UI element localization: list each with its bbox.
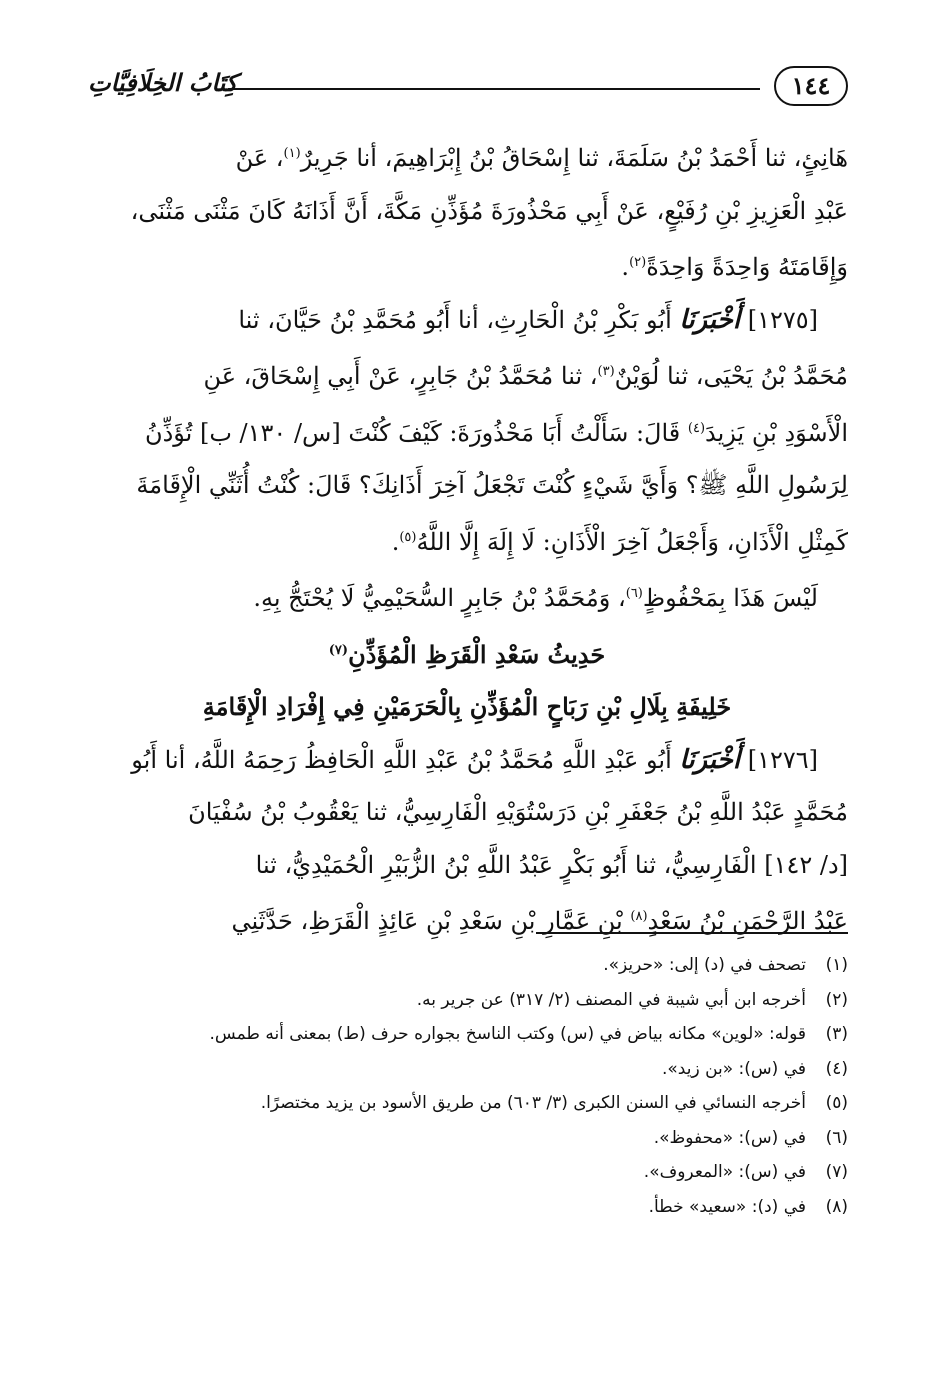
footnote-ref: (٨) <box>630 909 648 924</box>
footnote <box>86 983 848 1018</box>
hadith-number: [١٢٧٦] <box>747 745 818 774</box>
footnote-text: في (س): «المعروف». <box>643 1162 806 1182</box>
footnote-number: (٣) <box>825 1024 848 1044</box>
footnote-ref: (٣) <box>597 364 615 379</box>
text-line <box>86 346 848 403</box>
text-segment: بْنِ عَمَّارِ بْنِ سَعْدِ بْنِ عَائِذٍ الْقَرَظِ، حَدَّثَنِي <box>231 907 631 935</box>
footnote-text: في (س): «بن زيد». <box>662 1058 806 1079</box>
footnote <box>86 1086 848 1121</box>
footnotes <box>86 948 848 1224</box>
text-segment: قَالَ: سَأَلْتُ أَبَا مَحْذُورَةَ: كَيْفَ كُنْتَ [س/ ١٣٠/ ب] تُؤَذِّنُ <box>144 418 688 447</box>
footnote <box>86 1190 848 1225</box>
text-line: [د/ ١٤٢] الْفَارِسِيُّ، ثنا أَبُو بَكْرٍ عَبْدُ اللَّهِ بْنُ الزُّبَيْرِ الْحُمَيْدِيُّ، ثنا <box>255 850 848 879</box>
text-segment: كَمِثْلِ الْأَذَانِ، وَأَجْعَلُ آخِرَ الْأَذَانِ: لَا إِلَهَ إِلَّا اللَّهُ <box>416 527 848 556</box>
text-line: عَبْدِ الْعَزِيزِ بْنِ رُفَيْعٍ، عَنْ أَبِي مَحْذُورَةَ مُؤَذِّنِ مَكَّةَ، أَنَّ أَذَانَهُ كَانَ مَثْنَى مَثْنَى، <box>130 196 848 225</box>
text-segment: لَيْسَ هَذَا بِمَحْفُوظٍ <box>642 584 818 612</box>
footnote-text: أخرجه ابن أبي شيبة في المصنف (٢/ ٣١٧) عن جرير به. <box>416 989 806 1010</box>
footnote-text: تصحف في (د) إلى: «حريز». <box>603 955 806 975</box>
page-header <box>88 66 848 110</box>
text-segment: عَبْدُ الرَّحْمَنِ بْنُ سَعْدٍ <box>647 907 848 935</box>
footnote-ref: (٦) <box>625 586 643 601</box>
footnote <box>86 1155 848 1190</box>
footnote-ref: (٢) <box>629 255 647 270</box>
text-segment: ، ثنا مُحَمَّدُ بْنُ جَابِرٍ، عَنْ أَبِي إِسْحَاقَ، عَنِ <box>203 362 598 390</box>
text-line <box>86 891 848 948</box>
footnote-text: قوله: «لوين» مكانه بياض في (س) وكتب الناسخ بجواره حرف (ط) بمعنى أنه طمس. <box>209 1024 806 1044</box>
hadith-1276-line <box>86 734 848 787</box>
hadith-1275-line <box>86 294 848 347</box>
footnote-text: في (د): «سعيد» خطأ. <box>648 1196 806 1217</box>
footnote-separator <box>536 932 848 934</box>
text-line: مُحَمَّدٍ عَبْدُ اللَّهِ بْنُ جَعْفَرِ بْنِ دَرَسْتُوَيْهِ الْفَارِسِيُّ، ثنا يَعْقُوبُ بْنُ سُفْيَانَ <box>188 798 848 826</box>
akhbarana-keyword: أَخْبَرَنَا <box>679 744 741 775</box>
section-heading <box>86 625 848 682</box>
footnote-number: (١) <box>825 955 848 975</box>
text-line <box>86 237 848 294</box>
text-segment: أَبُو عَبْدِ اللَّهِ مُحَمَّدُ بْنُ عَبْدِ اللَّهِ الْحَافِظُ رَحِمَهُ اللَّهُ، أنا أَبُو <box>131 745 672 774</box>
footnote-text: أخرجه النسائي في السنن الكبرى (٣/ ٦٠٣) من طريق الأسود بن يزيد مختصرًا. <box>260 1093 806 1113</box>
text-line <box>86 512 848 569</box>
footnote <box>86 948 848 983</box>
footnote <box>86 1052 848 1087</box>
footnote-number: (٨) <box>825 1196 848 1217</box>
footnote-number: (٧) <box>825 1162 848 1182</box>
page-number: ١٤٤ <box>774 66 848 106</box>
text-segment: . <box>621 253 630 281</box>
footnote <box>86 1121 848 1156</box>
main-text <box>86 128 848 948</box>
hadith-number: [١٢٧٥] <box>747 305 818 334</box>
heading-text: حَدِيثُ سَعْدِ الْقَرَظِ الْمُؤَذِّنِ <box>348 639 606 669</box>
footnote-text: في (س): «محفوظ». <box>653 1127 806 1148</box>
text-segment: ، وَمُحَمَّدُ بْنُ جَابِرٍ السُّحَيْمِيُّ لَا يُحْتَجُّ بِهِ. <box>253 584 626 612</box>
text-segment: ، عَنْ <box>235 144 284 172</box>
text-segment: الْأَسْوَدِ بْنِ يَزِيدَ <box>705 418 848 447</box>
section-subheading: خَلِيفَةِ بِلَالِ بْنِ رَبَاحٍ الْمُؤَذِّنِ بِالْحَرَمَيْنِ فِي إِفْرَادِ الْإِقَامَةِ <box>202 692 732 721</box>
footnote-ref: (٤) <box>687 420 706 436</box>
footnote <box>86 1017 848 1052</box>
text-segment: هَانِئٍ، ثنا أَحْمَدُ بْنُ سَلَمَةَ، ثنا إِسْحَاقُ بْنُ إِبْرَاهِيمَ، أنا جَرِيرٌ <box>300 144 848 172</box>
footnote-ref: (٥) <box>399 529 417 545</box>
footnote-number: (٦) <box>825 1127 848 1148</box>
footnote-number: (٤) <box>825 1058 848 1079</box>
text-line <box>86 128 848 185</box>
book-title: كِتَابُ الخِلَافِيَّاتِ <box>88 68 238 97</box>
text-line <box>86 403 848 460</box>
akhbarana-keyword: أَخْبَرَنَا <box>679 304 741 335</box>
text-line: لِرَسُولِ اللَّهِ ﷺ؟ وَأَيَّ شَيْءٍ كُنْتَ تَجْعَلُ آخِرَ أَذَانِكَ؟ قَالَ: كُنْتُ أُثَنِّي الْإِقَامَةَ <box>136 471 848 499</box>
footnote-ref: (٧) <box>328 642 349 658</box>
text-segment: وَإِقَامَتَهُ وَاحِدَةً وَاحِدَةً <box>646 253 848 281</box>
header-rule <box>228 88 760 90</box>
footnote-ref: (١) <box>283 146 301 161</box>
footnote-number: (٢) <box>825 989 848 1010</box>
footnote-number: (٥) <box>825 1093 848 1113</box>
comment-line <box>86 568 848 625</box>
text-segment: . <box>391 527 400 556</box>
text-segment: أَبُو بَكْرِ بْنُ الْحَارِثِ، أنا أَبُو مُحَمَّدِ بْنُ حَيَّانَ، ثنا <box>238 305 672 334</box>
text-segment: مُحَمَّدُ بْنُ يَحْيَى، ثنا لُوَيْنٌ <box>614 362 848 390</box>
